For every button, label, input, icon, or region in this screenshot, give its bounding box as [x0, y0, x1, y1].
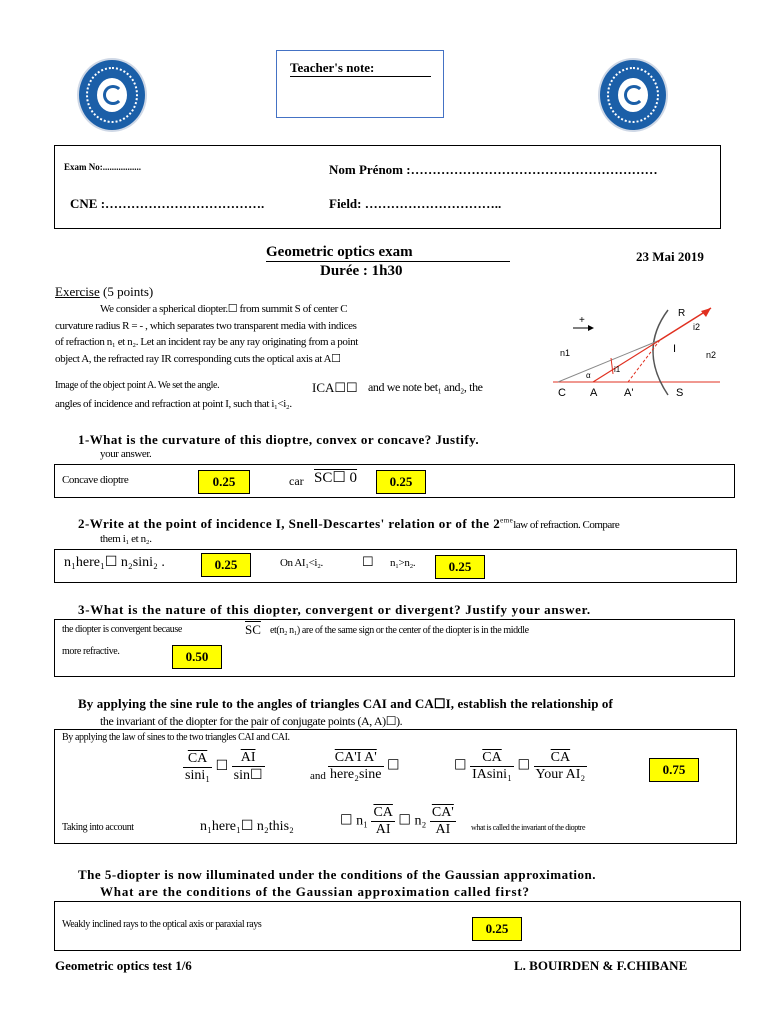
field-field[interactable]: Field: …………………………..	[329, 196, 502, 211]
label-s: S	[676, 387, 684, 399]
label-alpha: α	[586, 371, 591, 380]
question-1-cont: your answer.	[100, 448, 152, 460]
exercise-line-3: of refraction n₁ et n₂. Let an incident ray be any ray originating from a point	[55, 336, 358, 348]
exercise-label: Exercise	[55, 284, 100, 299]
question-5: The 5-diopter is now illuminated under the conditions of the Gaussian approximation.	[78, 867, 597, 882]
exercise-line-4: object A, the refracted ray IR corresponding cuts the optical axis at A☐	[55, 353, 341, 365]
points-badge-1b: 0.25	[376, 470, 426, 494]
normal-line	[558, 340, 660, 382]
points-badge-2b: 0.25	[435, 555, 485, 579]
answer-4-line-3: Taking into account	[62, 822, 134, 833]
fraction-ca-iasini1: $\frac{\overline{CA}}{\text{IAsini₁}}$	[472, 750, 512, 782]
question-4: By applying the sine rule to the angles of triangles CAI and CA☐I, establish the relationship of	[78, 696, 613, 711]
fraction-ca-ai2: $\frac{\overline{CA}}{\text{Your AI₂}}$	[535, 750, 586, 782]
incident-arrow	[611, 358, 613, 374]
label-i: I	[673, 343, 677, 355]
incident-ray	[593, 340, 660, 382]
n1-symbol: n₁	[356, 813, 368, 829]
question-2-sup: eme	[500, 516, 514, 525]
symbol-6: ☐	[398, 813, 411, 829]
answer-1-car: car	[289, 474, 304, 488]
question-3: 3-What is the nature of this diopter, convergent or divergent? Justify your answer.	[78, 602, 591, 617]
answer-4-line-1: By applying the law of sines to the two triangles CAI and CAI.	[62, 732, 290, 743]
answer-5-text: Weakly inclined rays to the optical axis or paraxial rays	[62, 919, 262, 930]
exam-title: Geometric optics exam	[266, 244, 510, 262]
points-badge-5: 0.25	[472, 917, 522, 941]
answer-2-result: n₁>n₂.	[390, 557, 416, 569]
answer-3-line-1b: et(n₂ n₁) are of the same sign or the center of the diopter is in the middle	[270, 625, 529, 636]
answer-3-line-2: more refractive.	[62, 646, 120, 657]
law-of-sines-row	[183, 750, 265, 784]
question-4-cont: the invariant of the diopter for the pair of conjugate points (A, A)☐).	[100, 714, 403, 728]
cne-field[interactable]: CNE :……………………………….	[70, 196, 265, 211]
exam-duration: Durée : 1h30	[320, 263, 403, 279]
symbol-3: ☐	[454, 758, 467, 774]
answer-2-compare: On AI₁<i₂.	[280, 557, 323, 569]
label-i2: i2	[693, 322, 701, 332]
symbol-5: ☐	[340, 813, 353, 829]
exercise-line-1: We consider a spherical diopter.☐ from summit S of center C	[100, 303, 348, 315]
answer-3-line-1: the diopter is convergent because	[62, 624, 182, 635]
teacher-note-label: Teacher's note:	[290, 60, 431, 77]
question-2	[78, 516, 619, 532]
question-1: 1-What is the curvature of this dioptre, convex or concave? Justify.	[78, 432, 480, 447]
exercise-line-5c: and we note bet₁ and₂, the	[368, 380, 483, 394]
label-r: R	[678, 308, 686, 319]
and-label: and	[310, 770, 326, 782]
exercise-line-2: curvature radius R = - , which separates two transparent media with indices	[55, 320, 357, 332]
answer-3-sc: $\overline{SC}$	[245, 622, 261, 637]
footer-right: L. BOUIRDEN & F.CHIBANE	[514, 958, 688, 973]
question-2-tail: law of refraction. Compare	[513, 519, 620, 531]
name-field[interactable]: Nom Prénom :…………………………………………………	[329, 162, 658, 177]
question-5-cont: What are the conditions of the Gaussian approximation called first?	[100, 884, 530, 899]
label-n1: n1	[560, 348, 571, 358]
exercise-line-5a: Image of the object point A. We set the angle.	[55, 380, 220, 391]
invariant-row	[340, 805, 456, 838]
sign-plus: +	[579, 315, 585, 326]
university-logo-left	[77, 58, 147, 132]
question-2-cont: them i₁ et n₂.	[100, 533, 152, 545]
points-badge-4: 0.75	[649, 758, 699, 782]
fraction-ca-ai: $\frac{\overline{CA}}{AI}$	[373, 805, 393, 837]
fraction-ai-sin: $\frac{\overline{AI}}{\sin☐}$	[233, 750, 263, 783]
answer-1-formula: SC☐ 0	[314, 470, 358, 486]
university-logo-right	[598, 58, 668, 132]
fraction-cai-here2: $\frac{\text{CA'I A'}}{\text{here₂sine}}$	[330, 750, 382, 782]
label-n2: n2	[706, 350, 717, 360]
symbol-2: ☐	[387, 758, 400, 774]
fraction-ca-prime-ai: $\frac{CA'}{AI}$	[431, 805, 454, 837]
exercise-heading	[55, 284, 153, 300]
points-badge-1a: 0.25	[198, 470, 250, 494]
dioptre-figure	[548, 300, 723, 400]
law-of-sines-row-2	[328, 750, 400, 783]
label-i1: i1	[614, 365, 621, 374]
exercise-line-6: angles of incidence and refraction at point I, such that i₁<i₂.	[55, 398, 292, 410]
footer-left: Geometric optics test 1/6	[55, 958, 192, 973]
points-badge-2a: 0.25	[201, 553, 251, 577]
answer-1-text: Concave dioptre	[62, 474, 129, 486]
symbol-1: ☐	[215, 759, 229, 775]
points-badge-3: 0.50	[172, 645, 222, 669]
exam-number-field[interactable]: Exam No:.................	[64, 162, 141, 172]
angle-ica: ICA☐☐	[312, 380, 358, 395]
law-of-sines-row-3	[454, 750, 587, 783]
answer-2-snell: n₁here₁☐ n₂sini₂ .	[64, 555, 165, 570]
label-a-prime: A'	[624, 387, 634, 399]
n2-symbol: n₂	[414, 813, 427, 829]
invariant-caption: what is called the invariant of the dioptre	[471, 823, 586, 832]
student-info-box	[54, 145, 721, 229]
exam-date: 23 Mai 2019	[636, 249, 704, 264]
label-c: C	[558, 387, 566, 399]
symbol-4: ☐	[517, 758, 531, 774]
fraction-ca-sini1: $\frac{\overline{CA}}{\text{sini₁}}$	[185, 750, 211, 783]
question-2-text: 2-Write at the point of incidence I, Snell-Descartes' relation or of the 2	[78, 516, 501, 531]
ray-arrow	[701, 308, 711, 317]
label-a: A	[590, 387, 598, 399]
answer-2-symbol: ☐	[362, 554, 374, 569]
exercise-points: (5 points)	[103, 284, 154, 299]
answer-4-relation: n₁here₁☐ n₂this₂	[200, 819, 294, 834]
